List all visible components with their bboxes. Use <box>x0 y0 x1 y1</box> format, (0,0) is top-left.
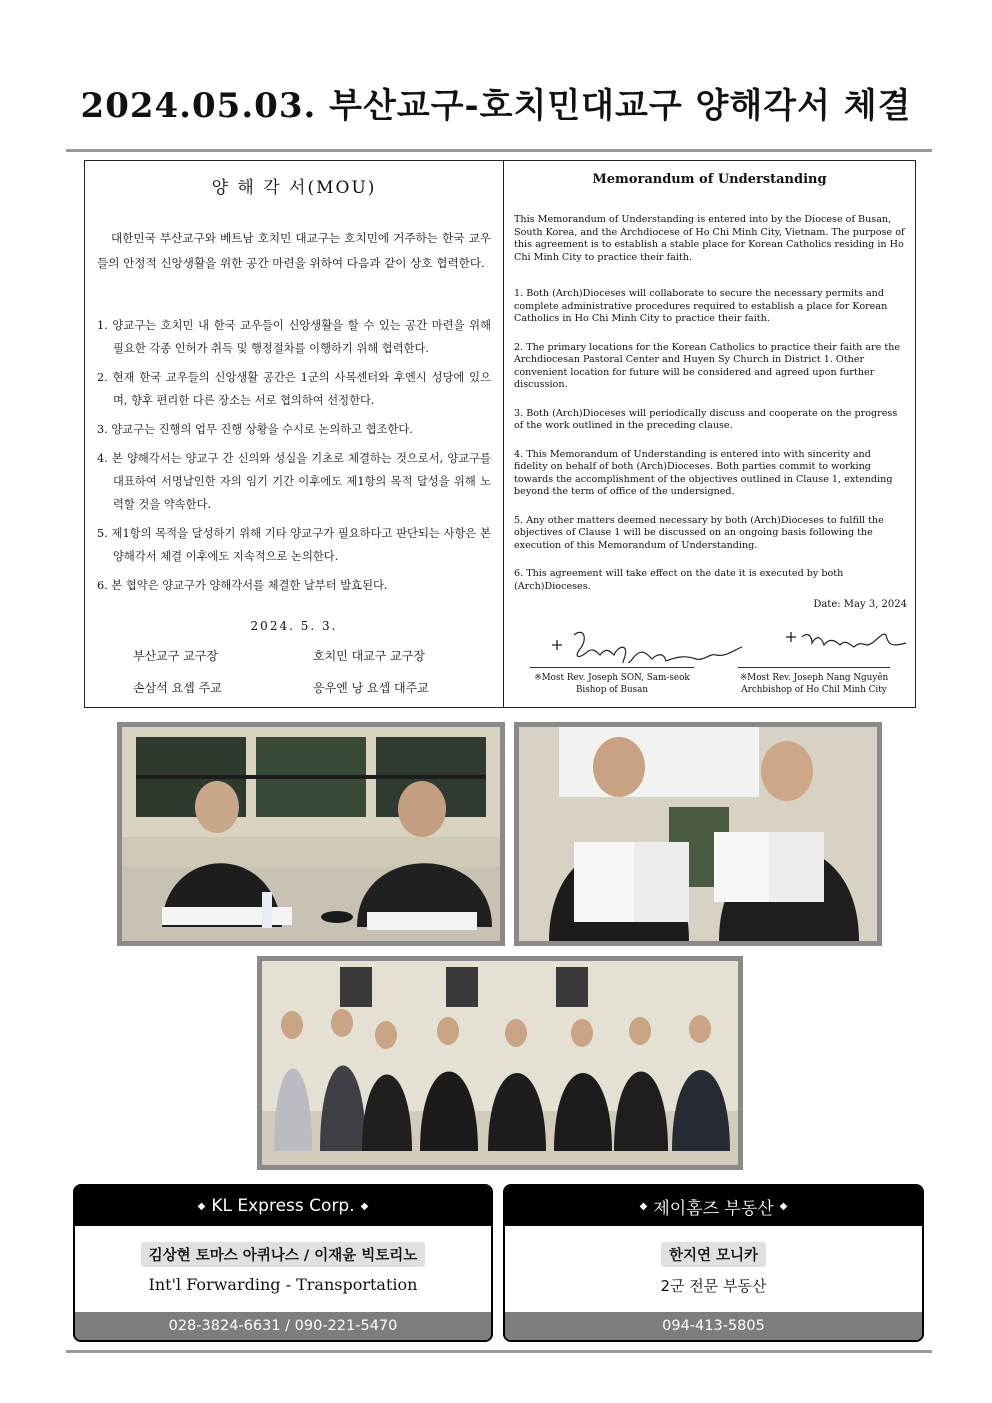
photo-group-image <box>262 961 738 1165</box>
ad-phone[interactable]: 094-413-5805 <box>505 1312 922 1340</box>
ad-company: KL Express Corp. <box>211 1196 355 1216</box>
photo-group <box>257 956 743 1170</box>
diamond-icon: ◆ <box>360 1200 369 1212</box>
mou-english-clause: 3. Both (Arch)Dioceses will periodically discuss and cooperate on the progress of the work outlined in the preceding clause. <box>514 407 898 431</box>
signer-right-title-en: Archbishop of Ho Chil Minh City <box>741 685 887 695</box>
mou-korean-clause: 2. 현재 한국 교우들의 신앙생활 공간은 1군의 사목센터와 후엔시 성당에 있으며, 향후 편리한 다른 장소는 서로 협의하여 선정한다. <box>97 371 491 407</box>
mou-korean-signer-titles <box>133 647 463 664</box>
signature-left-icon <box>544 623 784 663</box>
signer-right-name-en: ※Most Rev. Joseph Nang Nguyên <box>739 673 889 683</box>
mou-korean-column <box>85 161 504 707</box>
signer-left-title-en: Bishop of Busan <box>575 685 649 695</box>
ad-company: 제이홈즈 부동산 <box>653 1198 774 1219</box>
mou-korean-clause: 4. 본 양해각서는 양교구 간 신의와 성실을 기초로 체결하는 것으로서, 양교구를 대표하여 서명날인한 자의 임기 기간 이후에도 제1항의 목적 달성을 위해 노력할 것을 약속한다. <box>97 452 491 511</box>
diamond-icon: ◆ <box>639 1200 648 1212</box>
signature-right-icon <box>782 623 912 663</box>
mou-document <box>84 160 916 708</box>
bottom-divider <box>66 1350 932 1353</box>
diamond-icon: ◆ <box>779 1200 788 1212</box>
ad-contact: 김상현 토마스 아퀴나스 / 이재윤 빅토리노 <box>141 1242 426 1267</box>
ad-kl-express <box>73 1184 493 1342</box>
mou-korean-intro: 대한민국 부산교구와 베트남 호치민 대교구는 호치민에 거주하는 한국 교우들의 안정적 신앙생활을 위한 공간 마련을 위하여 다음과 같이 상호 협력한다. <box>97 231 491 270</box>
ad-phone[interactable]: 028-3824-6631 / 090-221-5470 <box>75 1312 491 1340</box>
ad-description: Int'l Forwarding - Transportation <box>148 1275 418 1294</box>
mou-korean-signer-names <box>133 679 463 696</box>
mou-english-title: Memorandum of Understanding <box>592 172 827 187</box>
ad-jhomes <box>503 1184 924 1342</box>
signer-left-title: 부산교구 교구장 <box>133 649 218 663</box>
mou-english-clause: 4. This Memorandum of Understanding is entered into with sincerity and fidelity on behalf of both (Arch)Dioceses. Both parties commit to working towards the accomplishment of the objectives outlined in Clause 1, extending beyond the term of office of the undersigned. <box>514 448 893 497</box>
photo-signing <box>117 722 505 946</box>
mou-korean-clause: 3. 양교구는 진행의 업무 진행 상황을 수시로 논의하고 협조한다. <box>97 423 413 436</box>
mou-english-clause: 2. The primary locations for the Korean Catholics to practice their faith are the Archdiocesan Pastoral Center and Huyen Sy Church in District 1. Other convenient location for future will be considered and agreed upon further discussion. <box>514 341 901 390</box>
ad-header <box>505 1186 922 1226</box>
mou-english-column <box>504 161 915 707</box>
mou-korean-title: 양 해 각 서(MOU) <box>211 178 377 198</box>
mou-english-clause: 5. Any other matters deemed necessary by both (Arch)Dioceses to fulfill the objectives of Clause 1 will be discussed on an ongoing basis following the execution of this Memorandum of Understanding. <box>514 514 884 551</box>
signer-left-block <box>530 672 694 696</box>
signer-left-name-en: ※Most Rev. Joseph SON, Sam-seok <box>534 673 690 683</box>
mou-english-clause: 1. Both (Arch)Dioceses will collaborate to secure the necessary permits and complete administrative procedures required to establish a place for Korean Catholics in Ho Chi Minh City to practice their faith. <box>514 288 888 324</box>
signature-line-right <box>738 667 890 668</box>
photo-holding-mou-image <box>519 727 877 941</box>
diamond-icon: ◆ <box>197 1200 206 1212</box>
mou-korean-clauses <box>97 314 491 597</box>
ad-contact: 한지연 모니카 <box>661 1242 766 1267</box>
photo-holding-mou <box>514 722 882 946</box>
mou-korean-clause: 6. 본 협약은 양교구가 양해각서를 체결한 날부터 발효된다. <box>97 579 388 592</box>
mou-english-clause: 6. This agreement will take effect on the date it is executed by both (Arch)Dioceses. <box>514 568 844 592</box>
page-title: 2024.05.03. 부산교구-호치민대교구 양해각서 체결 <box>80 86 912 126</box>
signer-right-title: 호치민 대교구 교구장 <box>313 649 425 663</box>
top-divider <box>66 149 932 152</box>
signature-line-left <box>530 667 694 668</box>
signer-right-block <box>738 672 890 696</box>
mou-korean-date: 2024. 5. 3. <box>250 619 338 633</box>
ad-header <box>75 1186 491 1226</box>
photo-signing-image <box>122 727 500 941</box>
mou-korean-clause: 1. 양교구는 호치민 내 한국 교우들이 신앙생활을 할 수 있는 공간 마련을 위해 필요한 각종 인허가 취득 및 행정절차를 이행하기 위해 협력한다. <box>97 319 491 355</box>
signer-right-name: 응우엔 낭 요셉 대주교 <box>313 681 429 695</box>
mou-korean-clause: 5. 제1항의 목적을 달성하기 위해 기타 양교구가 필요하다고 판단되는 사항은 본 양해각서 체결 이후에도 지속적으로 논의한다. <box>97 527 491 563</box>
mou-english-intro: This Memorandum of Understanding is entered into by the Diocese of Busan, South Korea, and the Archdiocese of Ho Chi Minh City, Vietnam. The purpose of this agreement is to establish a stable place for Korean Catholics residing in Ho Chi Minh City to practice their faith. <box>514 214 905 263</box>
ad-description: 2군 전문 부동산 <box>660 1277 767 1295</box>
signer-left-name: 손삼석 요셉 주교 <box>133 681 222 695</box>
mou-english-date: Date: May 3, 2024 <box>813 599 907 610</box>
